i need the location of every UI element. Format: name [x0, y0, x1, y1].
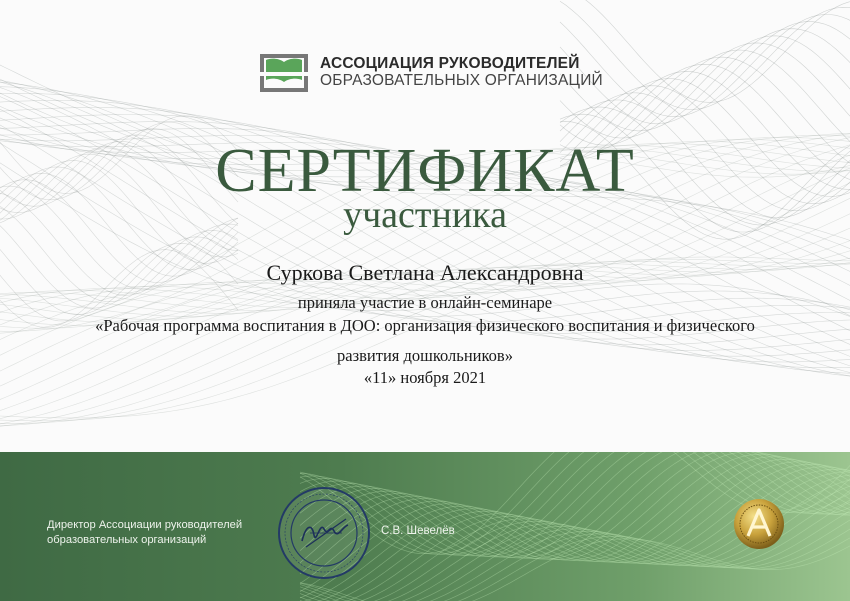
association-logo: [260, 52, 603, 92]
round-seal-stamp-icon: [276, 485, 372, 581]
director-title-line2: образовательных организаций: [47, 534, 207, 547]
signer-name: С.В. Шевелёв: [381, 525, 455, 537]
director-title: [47, 518, 242, 548]
recipient-name: Суркова Светлана Александровна: [266, 260, 584, 285]
open-book-icon: [260, 52, 308, 92]
certificate-title: СЕРТИФИКАТ: [215, 137, 635, 205]
participation-line: приняла участие в онлайн-семинаре: [297, 293, 553, 312]
seminar-date: «11» ноября 2021: [363, 368, 487, 387]
gold-emblem-icon: [733, 498, 785, 550]
seminar-title-line2: развития дошкольников»: [337, 346, 513, 365]
logo-line2: ОБРАЗОВАТЕЛЬНЫХ ОРГАНИЗАЦИЙ: [320, 72, 603, 89]
director-title-line1: Директор Ассоциации руководителей: [47, 519, 243, 531]
certificate-subtitle: участника: [343, 194, 507, 236]
seminar-title-line1: «Рабочая программа воспитания в ДОО: организация физического воспитания и физического: [95, 316, 755, 335]
logo-line1: АССОЦИАЦИЯ РУКОВОДИТЕЛЕЙ: [320, 54, 580, 72]
